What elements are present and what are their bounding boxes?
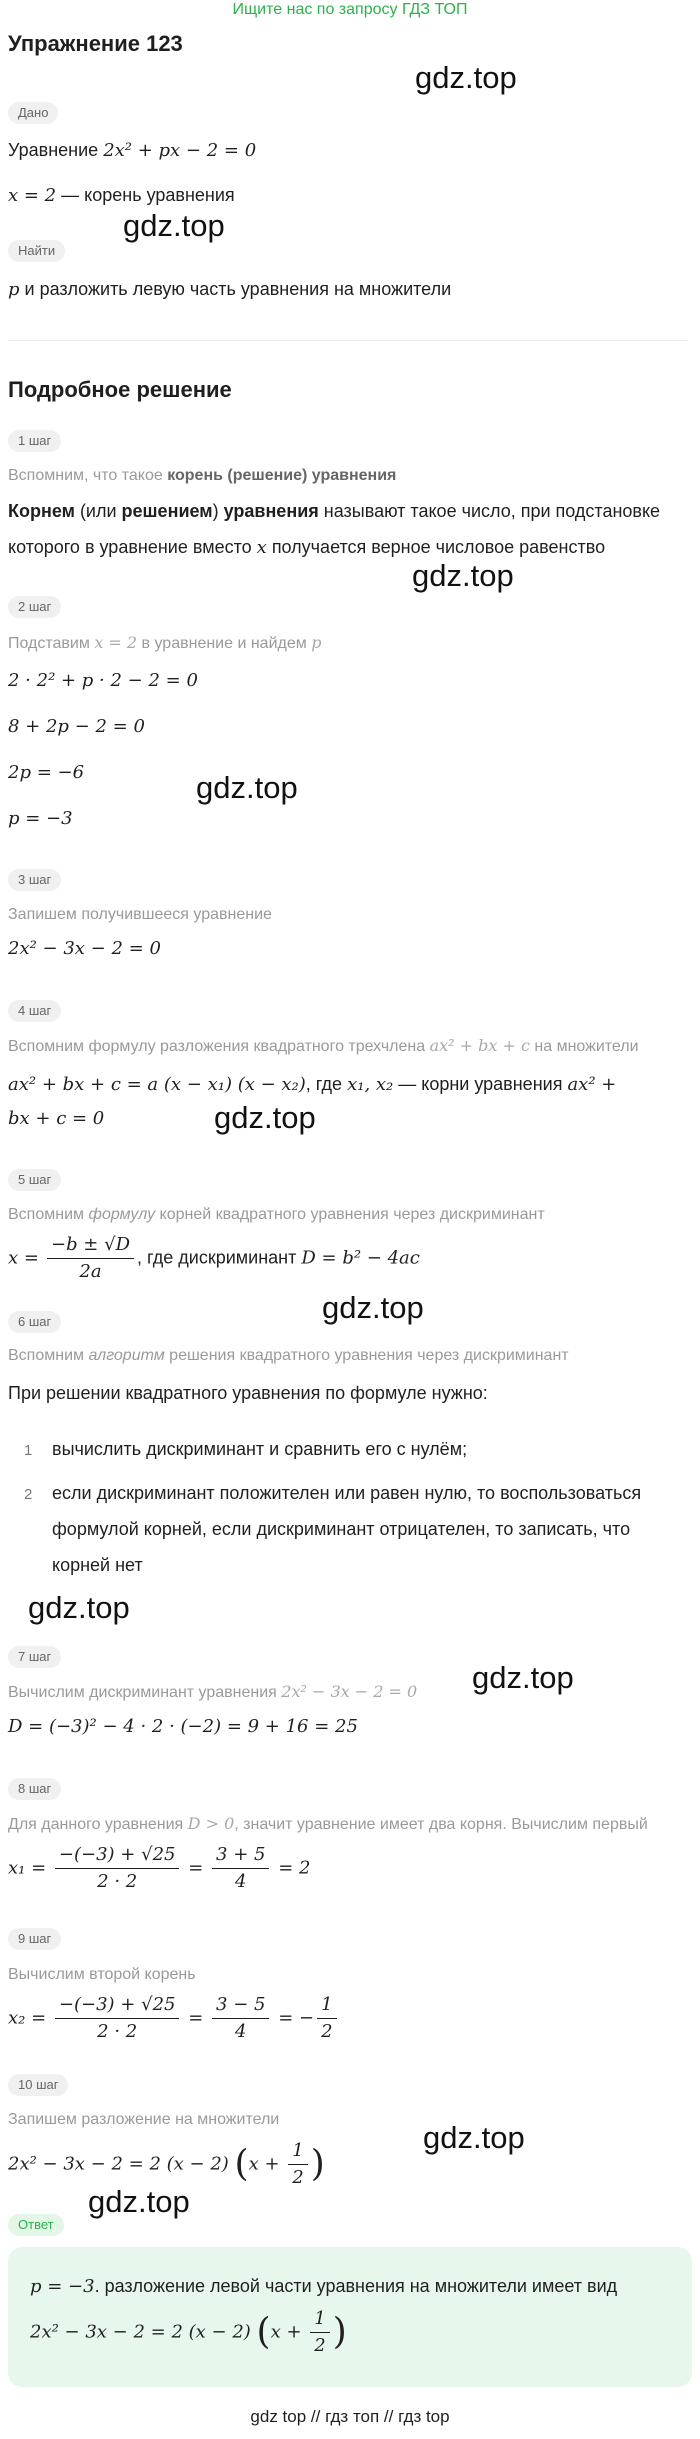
section-divider <box>8 340 688 341</box>
step-2-equation-4: p = −3 <box>8 808 73 829</box>
step-10-factorization: 2x² − 3x − 2 = 2 (x − 2) (x + $\frac{1}{2}$ ) <box>8 2138 325 2191</box>
step-4-formula-line-1: ax² + bx + c = a (x − x₁) (x − x₂), где x₁, x₂ — корни уравнения ax² + <box>8 1074 617 1095</box>
answer-text: p = −3. разложение левой части уравнения на множители имеет вид <box>30 2276 618 2297</box>
step-4-label: 4 шаг <box>8 1000 61 1022</box>
watermark: gdz.top <box>415 60 517 95</box>
search-banner: Ищите нас по запросу ГДЗ ТОП <box>232 1 468 18</box>
step-1-label: 1 шаг <box>8 430 61 452</box>
watermark: gdz.top <box>88 2184 190 2219</box>
step-6-list-item-2: 2 если дискриминант положителен или равен нулю, то воспользоваться <box>24 1483 642 1503</box>
step-7-hint: Вычислим дискриминант уравнения 2x² − 3x − 2 = 0 <box>8 1682 418 1701</box>
roots-fraction: $\frac{-b \pm √D}{2a}$ <box>47 1232 134 1285</box>
answer-fraction: $\frac{1}{2}$ <box>310 2306 329 2359</box>
step-2-hint: Подставим x = 2 в уравнение и найдем p <box>8 633 322 652</box>
step-7-label: 7 шаг <box>8 1646 61 1668</box>
step-1-definition-line-2: которого в уравнение вместо x получается верное числовое равенство <box>8 537 606 558</box>
step-5-formula: x = $\frac{-b \pm √D}{2a}$ , где дискриминант D = b² − 4ac <box>8 1232 420 1285</box>
watermark: gdz.top <box>123 208 225 243</box>
step-6-list-item-2-line-3: корней нет <box>52 1555 143 1575</box>
step-8-label: 8 шаг <box>8 1778 61 1800</box>
step-8-fraction-2: $\frac{3 + 5}{4}$ <box>212 1842 269 1895</box>
step-3-hint: Запишем получившееся уравнение <box>8 906 272 923</box>
step-3-label: 3 шаг <box>8 869 61 891</box>
step-8-root-1: x₁ = $\frac{-(-3) + √25}{2 \cdot 2}$ = $\frac{3 + 5}{4}$ = 2 <box>8 1842 310 1895</box>
given-label: Дано <box>8 102 58 124</box>
watermark: gdz.top <box>322 1290 424 1325</box>
step-9-hint: Вычислим второй корень <box>8 1966 196 1983</box>
step-9-fraction-2: $\frac{3 - 5}{4}$ <box>212 1992 269 2045</box>
step-9-fraction-1: $\frac{-(-3) + √25}{2 \cdot 2}$ <box>55 1992 180 2045</box>
step-6-label: 6 шаг <box>8 1311 61 1333</box>
step-5-label: 5 шаг <box>8 1169 61 1191</box>
step-2-equation-2: 8 + 2p − 2 = 0 <box>8 716 145 737</box>
step-2-equation-3: 2p = −6 <box>8 762 85 783</box>
solution-title: Подробное решение <box>8 377 232 402</box>
step-10-hint: Запишем разложение на множители <box>8 2111 280 2128</box>
step-4-hint: Вспомним формулу разложения квадратного трехчлена ax² + bx + c на множители <box>8 1036 639 1055</box>
step-5-hint: Вспомним формулу корней квадратного уравнения через дискриминант <box>8 1206 545 1223</box>
step-10-label: 10 шаг <box>8 2074 68 2096</box>
watermark: gdz.top <box>196 770 298 805</box>
step-6-list-item-1: 1 вычислить дискриминант и сравнить его с нулём; <box>24 1439 468 1459</box>
step-1-hint: Вспомним, что такое корень (решение) уравнения <box>8 467 397 484</box>
find-text: p и разложить левую часть уравнения на множители <box>8 279 452 300</box>
watermark: gdz.top <box>472 1660 574 1695</box>
find-label: Найти <box>8 240 65 262</box>
step-6-list-item-2-line-2: формулой корней, если дискриминант отрицателен, то записать, что <box>52 1519 631 1539</box>
step-6-hint: Вспомним алгоритм решения квадратного уравнения через дискриминант <box>8 1347 569 1364</box>
watermark: gdz.top <box>412 558 514 593</box>
step-3-equation: 2x² − 3x − 2 = 0 <box>8 938 161 959</box>
step-10-fraction: $\frac{1}{2}$ <box>288 2138 307 2191</box>
step-9-label: 9 шаг <box>8 1928 61 1950</box>
answer-label: Ответ <box>8 2214 64 2236</box>
step-2-equation-1: 2 · 2² + p · 2 − 2 = 0 <box>8 670 198 691</box>
step-8-hint: Для данного уравнения D > 0, значит уравнение имеет два корня. Вычислим первый <box>8 1814 648 1833</box>
step-1-definition-line-1: Корнем (или решением) уравнения называют такое число, при подстановке <box>8 501 661 521</box>
answer-factorization: 2x² − 3x − 2 = 2 (x − 2) (x + $\frac{1}{2}$ ) <box>30 2306 347 2359</box>
given-root: x = 2 — корень уравнения <box>8 185 235 206</box>
watermark: gdz.top <box>423 2120 525 2155</box>
footer-links: gdz top // гдз топ // гдз top <box>250 2407 450 2426</box>
step-6-intro: При решении квадратного уравнения по формуле нужно: <box>8 1383 488 1403</box>
step-9-root-2: x₂ = $\frac{-(-3) + √25}{2 \cdot 2}$ = $\frac{3 - 5}{4}$ = − $\frac{1}{2}$ <box>8 1992 340 2045</box>
step-8-fraction-1: $\frac{-(-3) + √25}{2 \cdot 2}$ <box>55 1842 180 1895</box>
watermark: gdz.top <box>28 1590 130 1625</box>
step-4-formula-line-2: bx + c = 0 <box>8 1108 105 1129</box>
step-9-fraction-3: $\frac{1}{2}$ <box>317 1992 336 2045</box>
step-7-equation: D = (−3)² − 4 · 2 · (−2) = 9 + 16 = 25 <box>8 1716 358 1737</box>
watermark: gdz.top <box>214 1100 316 1135</box>
step-2-label: 2 шаг <box>8 596 61 618</box>
given-equation: Уравнение 2x² + px − 2 = 0 <box>8 140 257 161</box>
exercise-title: Упражнение 123 <box>8 31 183 56</box>
